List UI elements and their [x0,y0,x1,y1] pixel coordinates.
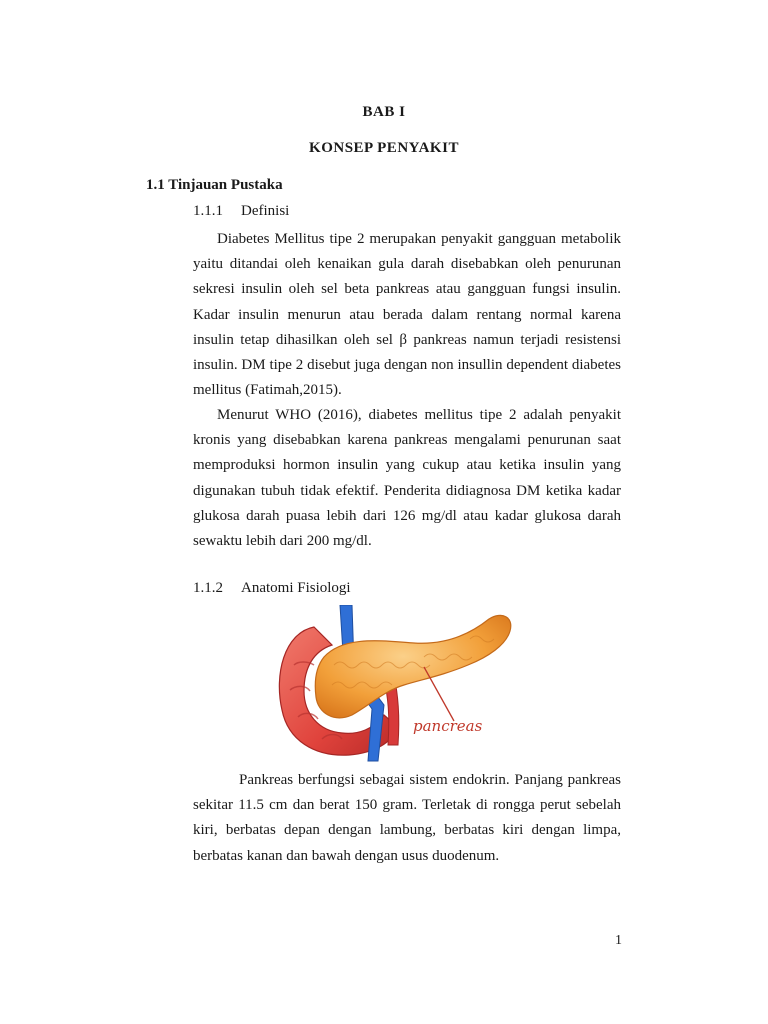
pancreas-label: pancreas [413,717,483,735]
pancreas-illustration [274,605,544,765]
paragraph-pancreas: Pankreas berfungsi sebagai sistem endokrin. Panjang pankreas sekitar 11.5 cm dan berat 150 gram. Terletak di rongga perut sebelah kiri, berbatas depan dengan lambung, berbatas kiri dengan limpa, berbatas kanan dan bawah dengan usus duodenum. [193,772,621,864]
chapter-heading: BAB I [362,104,406,120]
chapter-title: KONSEP PENYAKIT [309,140,459,156]
subsection-title: Definisi [241,203,290,219]
paragraph-definition: Diabetes Mellitus tipe 2 merupakan penyakit gangguan metabolik yaitu ditandai oleh kenaikan gula darah disebabkan oleh penurunan sekresi insulin oleh sel beta pankreas atau gangguan fungsi insulin. Kadar insulin menurun atau berada dalam rentang normal karena insulin tetap dihasilkan oleh sel β pankreas namun terjadi resistensi insulin. DM tipe 2 disebut juga dengan non insullin dependent diabetes mellitus (Fatimah,2015). [193,231,621,399]
subsection-definisi [193,203,289,220]
subsection-title: Anatomi Fisiologi [241,580,351,596]
subsection-number: 1.1.1 [193,203,223,219]
subsection-anatomi [193,580,351,597]
subsection-number: 1.1.2 [193,580,223,596]
page-number: 1 [615,933,622,948]
paragraph-who: Menurut WHO (2016), diabetes mellitus tipe 2 adalah penyakit kronis yang disebabkan karena pankreas mengalami penurunan saat memproduksi hormon insulin yang cukup atau ketika insulin yang digunakan tubuh tidak efektif. Penderita didiagnosa DM ketika kadar glukosa darah puasa lebih dari 126 mg/dl atau kadar glukosa darah sewaktu lebih dari 200 mg/dl. [193,407,621,550]
section-heading: 1.1 Tinjauan Pustaka [146,177,283,193]
